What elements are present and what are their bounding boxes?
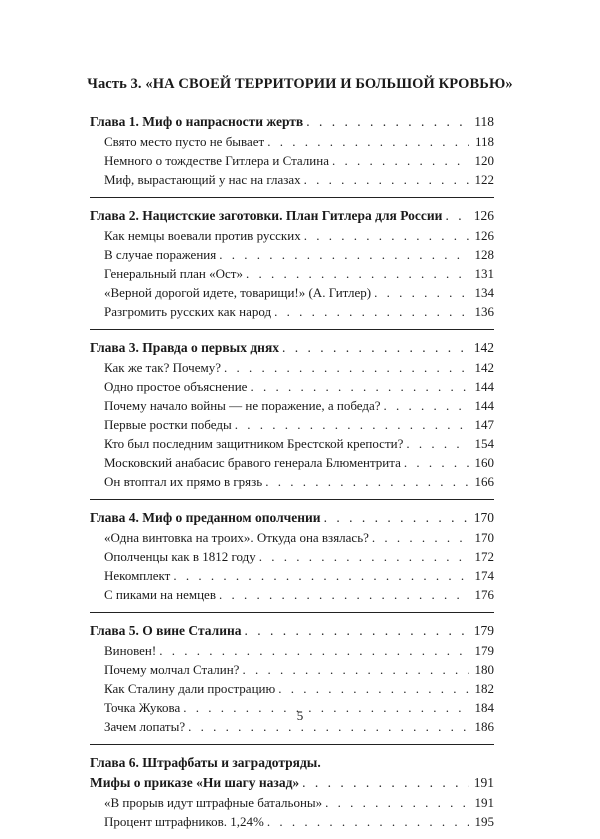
dot-leader — [159, 641, 469, 660]
page-ref: 136 — [474, 304, 494, 319]
section-row[interactable] — [90, 641, 494, 660]
section-title: Процент штрафников. 1,24% — [104, 814, 264, 829]
section-title: Генеральный план «Ост» — [104, 266, 243, 281]
page-ref: 131 — [474, 266, 494, 281]
section-row[interactable] — [90, 377, 494, 396]
section-title: «В прорыв идут штрафные батальоны» — [104, 795, 323, 810]
chapter-heading[interactable] — [90, 508, 494, 528]
page-ref: 122 — [474, 172, 494, 187]
section-title: Как немцы воевали против русских — [104, 228, 301, 243]
table-of-contents — [90, 112, 494, 839]
dot-leader — [267, 812, 469, 831]
dot-leader — [250, 377, 469, 396]
dot-leader — [325, 793, 469, 812]
dot-leader — [406, 434, 469, 453]
page-ref: 128 — [474, 247, 494, 262]
page-ref: 144 — [474, 398, 494, 413]
chapter-title: Глава 4. Миф о преданном ополчении — [90, 510, 321, 525]
section-row[interactable] — [90, 226, 494, 245]
dot-leader — [246, 264, 469, 283]
page-ref: 126 — [473, 208, 494, 223]
page-ref: 118 — [474, 134, 494, 149]
dot-leader — [265, 472, 469, 491]
page-ref: 180 — [474, 662, 494, 677]
page-ref: 170 — [473, 510, 494, 525]
section-row[interactable] — [90, 793, 494, 812]
page-ref: 120 — [474, 153, 494, 168]
dot-leader — [372, 528, 469, 547]
section-title: Точка Жукова — [104, 700, 181, 715]
dot-leader — [324, 508, 469, 528]
section-row[interactable] — [90, 528, 494, 547]
section-row[interactable] — [90, 264, 494, 283]
section-title: Как же так? Почему? — [104, 360, 221, 375]
page-ref: 172 — [474, 549, 494, 564]
section-title: Свято место пусто не бывает — [104, 134, 265, 149]
page-ref: 186 — [474, 719, 494, 734]
section-row[interactable] — [90, 812, 494, 831]
chapter-title: Глава 3. Правда о первых днях — [90, 340, 279, 355]
dot-leader — [302, 773, 469, 793]
dot-leader — [274, 302, 469, 321]
part-title: Часть 3. «НА СВОЕЙ ТЕРРИТОРИИ И БОЛЬШОЙ КРОВЬЮ» — [87, 76, 513, 92]
chapter-heading[interactable] — [90, 621, 494, 641]
dot-leader — [224, 358, 469, 377]
section-row[interactable] — [90, 396, 494, 415]
dot-leader — [173, 566, 469, 585]
page-ref: 166 — [474, 474, 494, 489]
page-ref: 142 — [473, 340, 494, 355]
chapter-heading[interactable] — [90, 206, 494, 226]
page-ref: 147 — [474, 417, 494, 432]
section-row[interactable] — [90, 547, 494, 566]
section-row[interactable] — [90, 679, 494, 698]
page-number: 5 — [296, 708, 304, 723]
page-ref: 170 — [474, 530, 494, 545]
section-title: Московский анабасис бравого генерала Блюментрита — [104, 455, 401, 470]
section-title: Он втоптал их прямо в грязь — [104, 474, 263, 489]
page-ref: 134 — [474, 285, 494, 300]
chapter-3 — [90, 329, 494, 491]
section-row[interactable] — [90, 453, 494, 472]
chapter-2 — [90, 197, 494, 321]
chapter-title-line1[interactable]: Глава 6. Штрафбаты и заградотряды. — [90, 755, 321, 770]
dot-leader — [404, 453, 469, 472]
section-title: Немного о тождестве Гитлера и Сталина — [104, 153, 329, 168]
chapter-heading[interactable] — [90, 338, 494, 358]
dot-leader — [245, 621, 469, 641]
dot-leader — [332, 151, 469, 170]
section-row[interactable] — [90, 302, 494, 321]
dot-leader — [278, 679, 469, 698]
page-ref: 160 — [474, 455, 494, 470]
section-title: Некомплект — [104, 568, 171, 583]
section-row[interactable] — [90, 415, 494, 434]
dot-leader — [219, 585, 469, 604]
page-ref: 174 — [474, 568, 494, 583]
page-ref: 182 — [474, 681, 494, 696]
dot-leader — [304, 226, 469, 245]
section-title: Миф, вырастающий у нас на глазах — [104, 172, 301, 187]
section-row[interactable] — [90, 434, 494, 453]
section-title: С пиками на немцев — [104, 587, 216, 602]
section-row[interactable] — [90, 660, 494, 679]
page-ref: 154 — [474, 436, 494, 451]
section-row[interactable] — [90, 170, 494, 189]
section-title: Почему молчал Сталин? — [104, 662, 240, 677]
dot-leader — [384, 396, 469, 415]
section-title: «Одна винтовка на троих». Откуда она взялась? — [104, 530, 369, 545]
page-ref: 142 — [474, 360, 494, 375]
page-ref: 195 — [474, 814, 494, 829]
dot-leader — [282, 338, 469, 358]
section-title: Как Сталину дали прострацию — [104, 681, 276, 696]
dot-leader — [259, 547, 469, 566]
page-ref: 144 — [474, 379, 494, 394]
section-title: «Верной дорогой идете, товарищи!» (А. Гитлер) — [104, 285, 372, 300]
page-ref: 191 — [473, 775, 494, 790]
chapter-4 — [90, 499, 494, 604]
chapter-title: Глава 2. Нацистские заготовки. План Гитлера для России — [90, 208, 443, 223]
section-title: Почему начало войны — не поражение, а победа? — [104, 398, 381, 413]
dot-leader — [445, 206, 469, 226]
dot-leader — [219, 245, 469, 264]
section-row[interactable] — [90, 472, 494, 491]
section-title: Ополченцы как в 1812 году — [104, 549, 256, 564]
section-title: Разгромить русских как народ — [104, 304, 272, 319]
page-ref: 184 — [474, 700, 494, 715]
section-row[interactable] — [90, 566, 494, 585]
section-row[interactable] — [90, 585, 494, 604]
page-ref: 176 — [474, 587, 494, 602]
dot-leader — [304, 170, 469, 189]
chapter-6 — [90, 744, 494, 831]
dot-leader — [374, 283, 469, 302]
chapter-title: Глава 1. Миф о напрасности жертв — [90, 114, 304, 129]
section-title: В случае поражения — [104, 247, 217, 262]
chapter-title: Мифы о приказе «Ни шагу назад» — [90, 775, 300, 790]
page-ref: 126 — [474, 228, 494, 243]
dot-leader — [242, 660, 469, 679]
page-ref: 191 — [474, 795, 494, 810]
section-row[interactable] — [90, 132, 494, 151]
chapter-heading[interactable] — [90, 773, 494, 793]
section-title: Виновен! — [104, 643, 157, 658]
section-title: Зачем лопаты? — [104, 719, 186, 734]
section-row[interactable] — [90, 358, 494, 377]
chapter-heading[interactable] — [90, 112, 494, 132]
section-title: Первые ростки победы — [104, 417, 232, 432]
page-ref: 179 — [473, 623, 494, 638]
section-row[interactable] — [90, 151, 494, 170]
chapter-title: Глава 5. О вине Сталина — [90, 623, 242, 638]
section-row[interactable] — [90, 245, 494, 264]
chapter-1 — [90, 112, 494, 189]
page-ref: 179 — [474, 643, 494, 658]
dot-leader — [306, 112, 469, 132]
section-row[interactable] — [90, 283, 494, 302]
dot-leader — [267, 132, 469, 151]
section-title: Одно простое объяснение — [104, 379, 248, 394]
page-ref: 118 — [474, 114, 494, 129]
section-title: Кто был последним защитником Брестской крепости? — [104, 436, 404, 451]
dot-leader — [235, 415, 469, 434]
